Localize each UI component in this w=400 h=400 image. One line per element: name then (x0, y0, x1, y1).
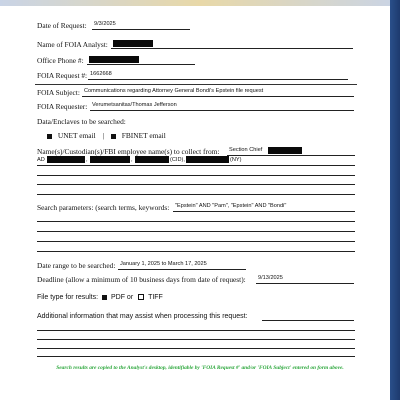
requester-underline (90, 110, 354, 111)
subject-label: FOIA Subject: (37, 88, 80, 97)
request-number-underline (88, 79, 348, 80)
phone-label: Office Phone #: (37, 56, 84, 65)
additional-line-3 (37, 339, 355, 340)
requester-label: FOIA Requester: (37, 102, 88, 111)
date-range-underline (118, 269, 246, 270)
search-line-4 (37, 241, 355, 242)
phone-row (37, 56, 84, 65)
request-number-label: FOIA Request #: (37, 71, 88, 80)
search-line-3 (37, 231, 355, 232)
top-decorative-strip (0, 0, 400, 6)
file-type-row (37, 293, 163, 302)
custodian-line-1 (37, 165, 355, 166)
blue-edge-bar (390, 0, 400, 400)
pdf-label: PDF or (110, 294, 134, 301)
additional-line-5 (37, 356, 355, 357)
data-enclaves-row (37, 117, 126, 126)
custodian-ad[interactable]: AD (37, 157, 45, 163)
footer-note: Search results are copied to the Analyst's desktop, identifiable by 'FOIA Request #' and/or 'FOIA Subject' entered on form above. (56, 365, 344, 371)
unet-checkbox[interactable] (47, 134, 52, 139)
custodian-underline-1 (227, 155, 355, 156)
search-line-2 (37, 221, 355, 222)
tiff-label: TIFF (148, 294, 163, 301)
additional-line-4 (37, 348, 355, 349)
custodian-comma-2: , (131, 157, 133, 163)
analyst-label: Name of FOIA Analyst: (37, 40, 108, 49)
custodian-label: Name(s)/Custodian(s)/FBI employee name(s) to collect from: (37, 147, 220, 156)
additional-underline-1 (262, 320, 354, 321)
pdf-checkbox[interactable] (102, 295, 107, 300)
date-underline (92, 29, 190, 30)
file-type-label: File type for results: (37, 294, 99, 301)
unet-label: UNET email (57, 131, 96, 140)
search-line-5 (37, 251, 355, 252)
analyst-redaction (113, 40, 153, 47)
deadline-value[interactable]: 9/13/2025 (258, 275, 283, 281)
deadline-row (37, 275, 283, 284)
subject-row (37, 88, 264, 97)
tiff-checkbox[interactable] (138, 294, 144, 300)
section-divider (35, 84, 357, 85)
request-number-row (37, 71, 112, 80)
custodian-ny[interactable]: (NY) (230, 157, 242, 163)
custodian-redaction-2 (47, 156, 85, 163)
additional-line-2 (37, 330, 355, 331)
deadline-underline (256, 283, 354, 284)
data-enclaves-label: Data/Enclaves to be searched: (37, 117, 126, 126)
custodian-line-4 (37, 194, 355, 195)
search-parameters-label: Search parameters: (search terms, keywords: (37, 203, 170, 212)
analyst-underline (111, 48, 353, 49)
request-number-value[interactable]: 1662668 (90, 71, 112, 77)
date-of-request-row (37, 21, 116, 30)
date-of-request-value[interactable]: 9/3/2025 (94, 21, 116, 27)
search-parameters-row (37, 203, 287, 212)
subject-value[interactable]: Communications regarding Attorney General Bondi's Epstein file request (84, 88, 264, 94)
search-parameters-value[interactable]: "Epstein" AND "Pam", "Epstein" AND "Bondi" (175, 203, 287, 209)
additional-info-label: Additional information that may assist when processing this request: (37, 313, 248, 320)
date-of-request-label: Date of Request: (37, 21, 87, 30)
enclave-separator: | (102, 131, 105, 140)
date-range-value[interactable]: January 1, 2025 to March 17, 2025 (120, 261, 207, 267)
custodian-cid[interactable]: (CID), (170, 157, 185, 163)
enclave-options-row (47, 131, 166, 140)
fbinet-label: FBINET email (121, 131, 166, 140)
custodian-line-3 (37, 184, 355, 185)
custodian-row (37, 147, 263, 156)
date-range-label: Date range to be searched: (37, 261, 116, 270)
custodian-comma-1: , (86, 157, 88, 163)
phone-redaction (89, 56, 139, 63)
requester-value[interactable]: Verumetsanitas/Thomas Jefferson (92, 102, 177, 108)
phone-underline (87, 64, 195, 65)
custodian-redaction-1 (268, 147, 302, 154)
subject-underline (82, 96, 354, 97)
date-range-row (37, 261, 207, 270)
analyst-row (37, 40, 108, 49)
custodian-redaction-4 (135, 156, 169, 163)
fbinet-checkbox[interactable] (111, 134, 116, 139)
custodian-value-section-chief[interactable]: Section Chief (229, 147, 263, 153)
search-underline-1 (173, 211, 355, 212)
deadline-label: Deadline (allow a minimum of 10 business days from date of request): (37, 275, 246, 284)
custodian-line-2 (37, 175, 355, 176)
additional-info-row (37, 312, 248, 321)
custodian-redaction-3 (90, 156, 130, 163)
custodian-redaction-5 (186, 156, 229, 163)
requester-row (37, 102, 177, 111)
